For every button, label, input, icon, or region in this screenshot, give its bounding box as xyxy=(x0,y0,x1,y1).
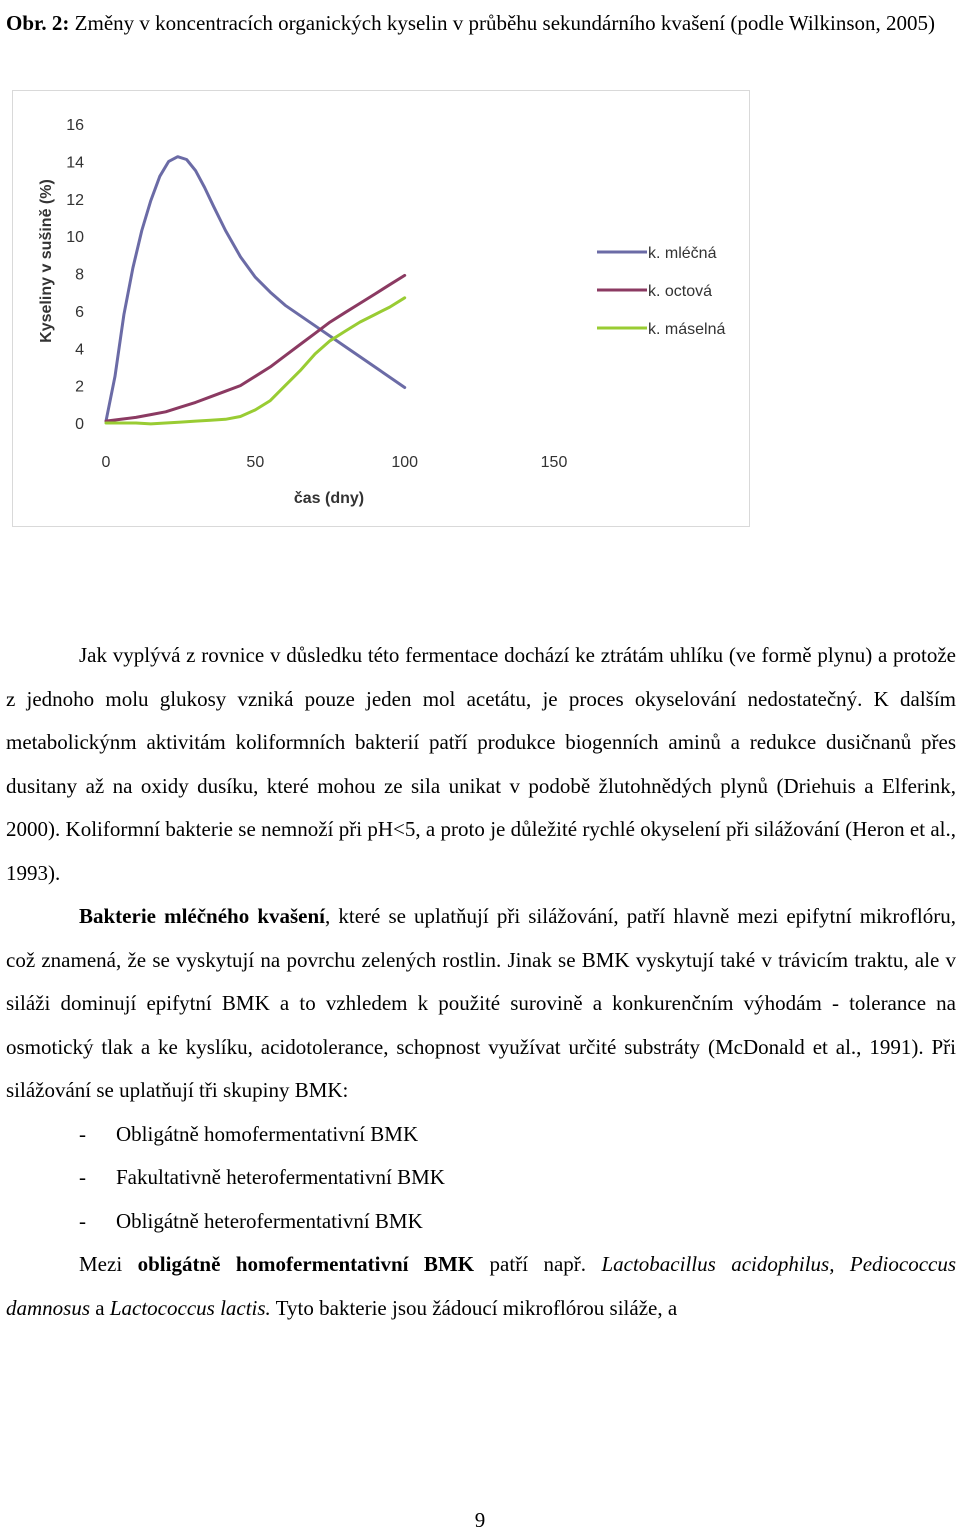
y-tick-label: 4 xyxy=(75,341,84,359)
p3-species-1: Lactobacillus acidophilus, Pediococcus damnosus xyxy=(6,1252,957,1320)
figure-caption-text: Změny v koncentracích organických kyselin v průběhu sekundárního kvašení (podle Wilkinson, 2005) xyxy=(69,11,935,35)
p3-bold: obligátně homofermentativní BMK xyxy=(137,1252,475,1276)
chart-frame xyxy=(12,90,750,527)
list-dash: - xyxy=(79,1165,86,1189)
y-tick-label: 14 xyxy=(66,154,84,172)
paragraph-lab xyxy=(6,895,956,1113)
legend-label: k. máselná xyxy=(648,321,726,338)
p3-mid: patří např. xyxy=(474,1252,602,1276)
list-item-text: Obligátně heterofermentativní BMK xyxy=(116,1208,423,1233)
y-tick-label: 16 xyxy=(66,117,84,134)
organic-acids-chart xyxy=(13,91,751,528)
y-tick-label: 12 xyxy=(66,191,84,209)
list-item xyxy=(6,1200,956,1244)
p3-and: a xyxy=(90,1295,110,1320)
y-axis-title: Kyseliny v sušině (%) xyxy=(38,179,55,343)
list-item-text: Obligátně homofermentativní BMK xyxy=(116,1121,419,1146)
list-item-text: Fakultativně heterofermentativní BMK xyxy=(116,1165,445,1189)
p3-species-2: Lactococcus lactis. xyxy=(109,1295,271,1320)
p3-start: Mezi xyxy=(79,1252,138,1276)
figure-label: Obr. 2: xyxy=(6,11,70,35)
list-item xyxy=(6,1113,956,1157)
paragraph-homofermentative xyxy=(6,1243,956,1330)
paragraph-coliform-part1: Jak vyplývá z rovnice v důsledku této fermentace dochází ke ztrátám uhlíku (ve formě plynu) a protože z jednoho molu glukosy vzniká pouze jeden mol acetátu, je proces okyselování nedostatečný. xyxy=(6,643,956,711)
body-text xyxy=(6,634,956,1330)
figure-caption xyxy=(6,2,956,44)
y-tick-label: 8 xyxy=(75,266,84,284)
x-tick-label: 100 xyxy=(391,454,419,471)
y-tick-label: 6 xyxy=(75,303,84,321)
y-tick-label: 10 xyxy=(66,229,84,247)
paragraph-coliform xyxy=(6,634,956,895)
list-dash: - xyxy=(79,1208,86,1233)
x-axis-title: čas (dny) xyxy=(293,490,365,507)
list-dash: - xyxy=(79,1121,86,1146)
series-line xyxy=(106,157,405,421)
series-line xyxy=(106,275,405,421)
series-line xyxy=(106,298,405,424)
paragraph-coliform-part2: K dalším metabolickýnm aktivitám koliformních bakterií patří produkce biogenních aminů a redukce dusičnanů přes dusitany až na oxidy dusíku, které mohou ze sila unikat v podobě žlutohnědých plynů (Driehuis a Elferink, 2000). Koliformní bakterie se nemnoží při pH<5, a proto je důležité rychlé okyselení při silážování (Heron et al., 1993). xyxy=(6,686,956,885)
list-item xyxy=(6,1156,956,1200)
p3-end: Tyto bakterie jsou žádoucí mikroflórou siláže, a xyxy=(270,1295,678,1320)
y-tick-label: 2 xyxy=(75,378,84,396)
paragraph-lab-text: , které se uplatňují při silážování, patří hlavně mezi epifytní mikroflóru, což znamená, že se vyskytují na povrchu zelených rostlin. Jinak se BMK vyskytují také v trávicím traktu, ale v siláži dominují epifytní BMK a to vzhledem k použité surovině a konkurenčním výhodám - tolerance na osmotický tlak a ke kyslíku, acidotolerance, schopnost využívat určité substráty (McDonald et al., 1991). Při silážování se uplatňují tři skupiny BMK: xyxy=(6,904,956,1102)
paragraph-lab-bold: Bakterie mléčného kvašení xyxy=(79,904,326,928)
y-tick-label: 0 xyxy=(75,416,84,433)
page-number: 9 xyxy=(474,1508,486,1532)
x-tick-label: 150 xyxy=(540,454,568,471)
x-tick-label: 0 xyxy=(101,454,111,471)
x-tick-label: 50 xyxy=(246,454,265,471)
legend-label: k. octová xyxy=(648,283,713,300)
legend-label: k. mléčná xyxy=(648,245,717,262)
